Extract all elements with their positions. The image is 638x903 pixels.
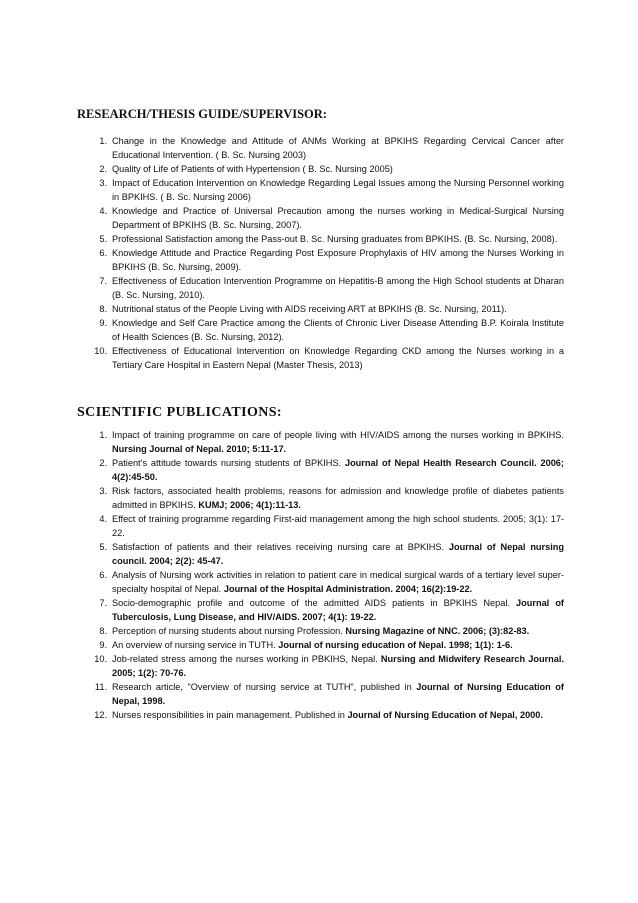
item-number: 12 .: [83, 708, 107, 722]
item-text: Nutritional status of the People Living with AIDS receiving ART at BPKIHS (B. Sc. Nursing, 2011).: [112, 304, 507, 314]
item-text: Patient’s attitude towards nursing students of BPKIHS.: [112, 458, 345, 468]
journal-citation: Journal of Tuberculosis, Lung Disease, and HIV/AIDS. 2007; 4(1): 19-22.: [112, 598, 564, 622]
journal-citation: Journal of Nepal nursing council. 2004; 2(2): 45-47.: [112, 542, 565, 566]
list-item: [83, 316, 564, 344]
item-text: Research article, "Overview of nursing service at TUTH”, published in: [112, 682, 417, 692]
item-text: Satisfaction of patients and their relatives receiving nursing care at BPKIHS.: [112, 542, 449, 552]
item-text: Analysis of Nursing work activities in relation to patient care in medical surgical wards of a tertiary level super-specialty hospital of Nepal.: [112, 570, 564, 594]
item-text: Knowledge and Self Care Practice among the Clients of Chronic Liver Disease Attending B.P. Koirala Institute of Health Sciences (B. Sc. Nursing, 2012).: [112, 318, 564, 342]
item-text: An overview of nursing service in TUTH.: [112, 640, 279, 650]
item-number: 1 .: [83, 428, 107, 442]
list-item: [83, 638, 564, 652]
list-item: [83, 596, 564, 624]
journal-citation: Nursing Magazine of NNC. 2006; (3):82-83.: [345, 626, 530, 636]
research-heading: RESEARCH/THESIS GUIDE/SUPERVISOR:: [77, 107, 327, 121]
item-number: 10 .: [83, 652, 107, 666]
journal-citation: Journal of Nursing Education of Nepal, 1998.: [112, 682, 564, 706]
item-number: 8 .: [83, 302, 107, 316]
list-item: [83, 344, 564, 372]
item-text: Change in the Knowledge and Attitude of ANMs Working at BPKIHS Regarding Cervical Cancer after Educational Intervention. ( B. Sc. Nursing 2003): [112, 136, 564, 160]
item-text: Knowledge and Practice of Universal Precaution among the nurses working in Medical-Surgical Nursing Department of BPKIHS (B. Sc. Nursing, 2007).: [112, 206, 564, 230]
list-item: [83, 484, 564, 512]
list-item: [83, 204, 564, 232]
item-number: 10 .: [83, 344, 107, 358]
journal-citation: Journal of Nepal Health Research Council. 2006; 4(2):45-50.: [112, 458, 564, 482]
journal-citation: KUMJ; 2006; 4(1):11-13.: [198, 500, 301, 510]
item-text: Effectiveness of Education Intervention Programme on Hepatitis-B among the High School students at Dharan (B. Sc. Nursing, 2010).: [112, 276, 564, 300]
list-item: [83, 456, 564, 484]
item-number: 6 .: [83, 568, 107, 582]
item-text: Knowledge Attitude and Practice Regarding Post Exposure Prophylaxis of HIV among the Nurses Working in BPKIHS (B. Sc. Nursing, 2009).: [112, 248, 564, 272]
research-list: [83, 134, 564, 372]
publications-list: [83, 428, 564, 722]
journal-citation: Journal of nursing education of Nepal. 1998; 1(1): 1-6.: [278, 640, 513, 650]
item-number: 9 .: [83, 316, 107, 330]
list-item: [83, 302, 564, 316]
item-number: 4 .: [83, 204, 107, 218]
journal-citation: Nursing Journal of Nepal. 2010; 5:11-17.: [112, 444, 287, 454]
list-item: [83, 680, 564, 708]
item-number: 7 .: [83, 596, 107, 610]
item-text: Effect of training programme regarding First-aid management among the high school students. 2005; 3(1): 17-22.: [112, 514, 564, 538]
journal-citation: Journal of Nursing Education of Nepal, 2000.: [347, 710, 543, 720]
item-number: 2 .: [83, 456, 107, 470]
item-number: 11 .: [83, 680, 107, 694]
item-text: Risk factors, associated health problems, reasons for admission and knowledge profile of diabetes patients admitted in BPKIHS.: [112, 486, 564, 510]
list-item: [83, 162, 564, 176]
item-number: 4 .: [83, 512, 107, 526]
item-number: 1 .: [83, 134, 107, 148]
item-text: Impact of Education Intervention on Knowledge Regarding Legal Issues among the Nursing Personnel working in BPKIHS. ( B. Sc. Nursing 2006): [112, 178, 564, 202]
item-number: 9 .: [83, 638, 107, 652]
list-item: [83, 428, 564, 456]
item-text: Perception of nursing students about nursing Profession.: [112, 626, 346, 636]
list-item: [83, 652, 564, 680]
item-number: 7 .: [83, 274, 107, 288]
publications-heading: SCIENTIFIC PUBLICATIONS:: [77, 405, 282, 420]
item-text: Socio-demographic profile and outcome of the admitted AIDS patients in BPKIHS Nepal.: [112, 598, 517, 608]
item-number: 5 .: [83, 232, 107, 246]
list-item: [83, 246, 564, 274]
item-number: 2 .: [83, 162, 107, 176]
item-text: Impact of training programme on care of people living with HIV/AIDS among the nurses working in BPKIHS.: [112, 430, 564, 440]
list-item: [83, 708, 564, 722]
item-text: Nurses responsibilities in pain management. Published in: [112, 710, 348, 720]
item-text: Effectiveness of Educational Intervention on Knowledge Regarding CKD among the Nurses working in a Tertiary Care Hospital in Eastern Nepal (Master Thesis, 2013): [112, 346, 564, 370]
item-text: Quality of Life of Patients of with Hypertension ( B. Sc. Nursing 2005): [112, 164, 393, 174]
list-item: [83, 540, 564, 568]
list-item: [83, 512, 564, 540]
list-item: [83, 232, 564, 246]
journal-citation: Nursing and Midwifery Research Journal. 2005; 1(2): 70-76.: [112, 654, 565, 678]
list-item: [83, 624, 564, 638]
item-number: 8 .: [83, 624, 107, 638]
item-number: 5 .: [83, 540, 107, 554]
list-item: [83, 134, 564, 162]
journal-citation: Journal of the Hospital Administration. 2004; 16(2):19-22.: [223, 584, 473, 594]
list-item: [83, 176, 564, 204]
item-number: 6 .: [83, 246, 107, 260]
item-text: Professional Satisfaction among the Pass-out B. Sc. Nursing graduates from BPKIHS. (B. Sc. Nursing, 2008).: [112, 234, 558, 244]
list-item: [83, 274, 564, 302]
list-item: [83, 568, 564, 596]
item-number: 3 .: [83, 176, 107, 190]
item-text: Job-related stress among the nurses working in PBKIHS, Nepal.: [112, 654, 381, 664]
item-number: 3 .: [83, 484, 107, 498]
